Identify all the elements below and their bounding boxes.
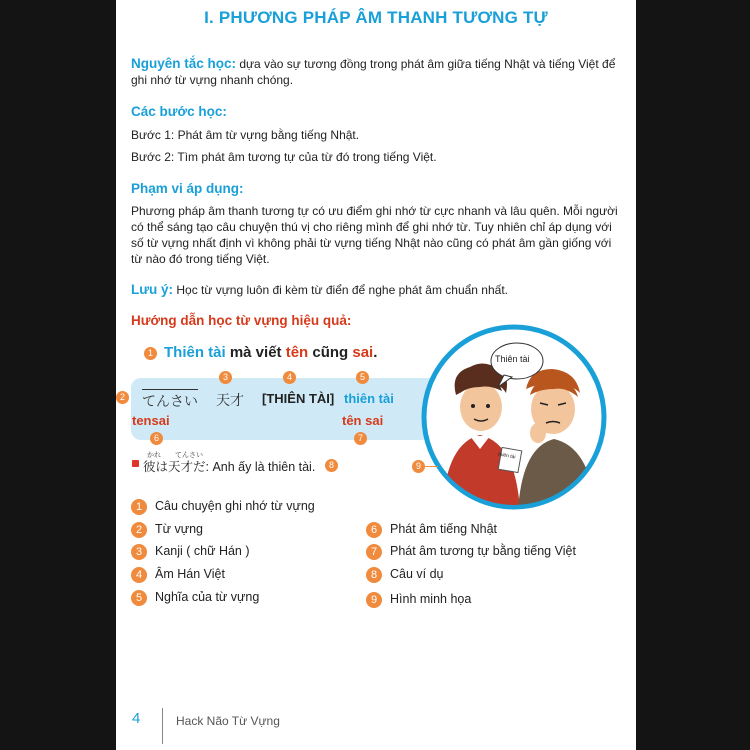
speech-bubble-text: Thiên tài	[495, 354, 530, 364]
marker-8: 8	[325, 459, 338, 472]
vocab-romaji: tensai	[132, 413, 170, 428]
steps-heading-text: Các bước học:	[131, 104, 227, 119]
legend-label: Hình minh họa	[390, 592, 472, 606]
legend-num: 5	[131, 590, 147, 606]
legend-item-2	[131, 520, 203, 538]
marker-2: 2	[116, 391, 129, 404]
vocab-meaning: thiên tài	[344, 391, 394, 406]
legend-label: Phát âm tương tự bằng tiếng Việt	[390, 544, 576, 558]
principle-label: Nguyên tắc học:	[131, 56, 237, 71]
principle-text: dựa vào sự tương đồng trong phát âm giữa tiếng Nhật và tiếng Việt để ghi nhớ từ vựng nhanh chóng.	[131, 57, 616, 87]
marker-7: 7	[354, 432, 367, 445]
step-2: Bước 2: Tìm phát âm tương tự của từ đó trong tiếng Việt.	[131, 150, 437, 164]
example-sentence-jp: 彼は天才だ:	[143, 460, 209, 474]
vocab-han-viet: [THIÊN TÀI]	[262, 391, 335, 406]
legend-label: Âm Hán Việt	[155, 567, 225, 581]
marker-4: 4	[283, 371, 296, 384]
scope-heading-text: Phạm vi áp dụng:	[131, 181, 244, 196]
legend-item-4	[131, 565, 225, 583]
legend-num: 2	[131, 522, 147, 538]
example-sentence-vi: Anh ấy là thiên tài.	[208, 460, 316, 474]
vocab-kana: てんさい	[142, 389, 198, 411]
marker-1: 1	[144, 347, 157, 360]
marker-9: 9	[412, 460, 425, 473]
legend-item-9	[366, 590, 471, 608]
legend-num: 9	[366, 592, 382, 608]
legend-item-8	[366, 565, 444, 583]
story-word-6: .	[373, 344, 378, 361]
story-word-3: tên	[285, 344, 309, 361]
note-text: Học từ vựng luôn đi kèm từ điển để nghe phát âm chuẩn nhất.	[173, 283, 508, 297]
scope-heading	[131, 181, 623, 197]
steps-heading	[131, 104, 623, 120]
story-word-2: mà viết	[225, 344, 286, 361]
legend-num: 6	[366, 522, 382, 538]
illustration-art	[420, 323, 608, 511]
legend-num: 3	[131, 544, 147, 560]
story-word-5: sai	[352, 344, 374, 361]
illustration	[420, 323, 608, 511]
card-text: thiên tài	[497, 451, 516, 461]
sentence-ruby-tensai: てんさい	[175, 452, 203, 459]
marker-3: 3	[219, 371, 232, 384]
step-1: Bước 1: Phát âm từ vựng bằng tiếng Nhật.	[131, 128, 360, 142]
legend-label: Câu ví dụ	[390, 567, 444, 581]
sentence-ruby-kare: かれ	[147, 452, 161, 459]
note-label: Lưu ý:	[131, 282, 174, 297]
marker-6: 6	[150, 432, 163, 445]
legend-label: Nghĩa của từ vựng	[155, 590, 260, 604]
marker-9-line	[424, 466, 438, 467]
legend-item-7	[366, 542, 576, 560]
legend-num: 4	[131, 567, 147, 583]
vocab-kanji: 天才	[216, 392, 244, 408]
story-word-1: Thiên tài	[164, 344, 226, 361]
legend-item-6	[366, 520, 497, 538]
book-page	[116, 0, 636, 750]
legend-num: 8	[366, 567, 382, 583]
legend-num: 7	[366, 544, 382, 560]
page-number: 4	[132, 710, 141, 727]
scope-paragraph: Phương pháp âm thanh tương tự có ưu điểm ghi nhớ từ cực nhanh và lâu quên. Mỗi người có thể sáng tạo câu chuyện thú vị cho riêng mình để ghi nhớ từ. Tuy nhiên chỉ áp dụng với số từ vựng nhất định vì không phải từ vựng tiếng Nhật nào cũng có phát âm gần giống với từ nào đó trong tiếng Việt.	[131, 204, 618, 266]
footer-divider	[162, 708, 163, 744]
legend-item-5	[131, 588, 259, 606]
legend-num: 1	[131, 499, 147, 515]
note-paragraph	[131, 282, 623, 298]
legend-label: Từ vựng	[155, 522, 203, 536]
example-sentence	[143, 457, 315, 475]
book-title: Hack Não Từ Vựng	[176, 714, 280, 728]
legend-label: Phát âm tiếng Nhật	[390, 522, 498, 536]
principle-paragraph	[131, 56, 623, 88]
story-sentence	[164, 344, 377, 361]
vocab-similar: tên sai	[342, 413, 384, 428]
legend-item-3	[131, 542, 250, 560]
example-sentence-icon	[132, 460, 139, 467]
legend-label: Kanji ( chữ Hán )	[155, 544, 250, 558]
legend-item-1	[131, 497, 315, 515]
marker-5: 5	[356, 371, 369, 384]
guide-heading-text: Hướng dẫn học từ vựng hiệu quả:	[131, 313, 352, 328]
page-title: I. PHƯƠNG PHÁP ÂM THANH TƯƠNG TỰ	[204, 8, 548, 27]
story-word-4: cũng	[308, 344, 353, 361]
legend-label: Câu chuyện ghi nhớ từ vựng	[155, 499, 315, 513]
